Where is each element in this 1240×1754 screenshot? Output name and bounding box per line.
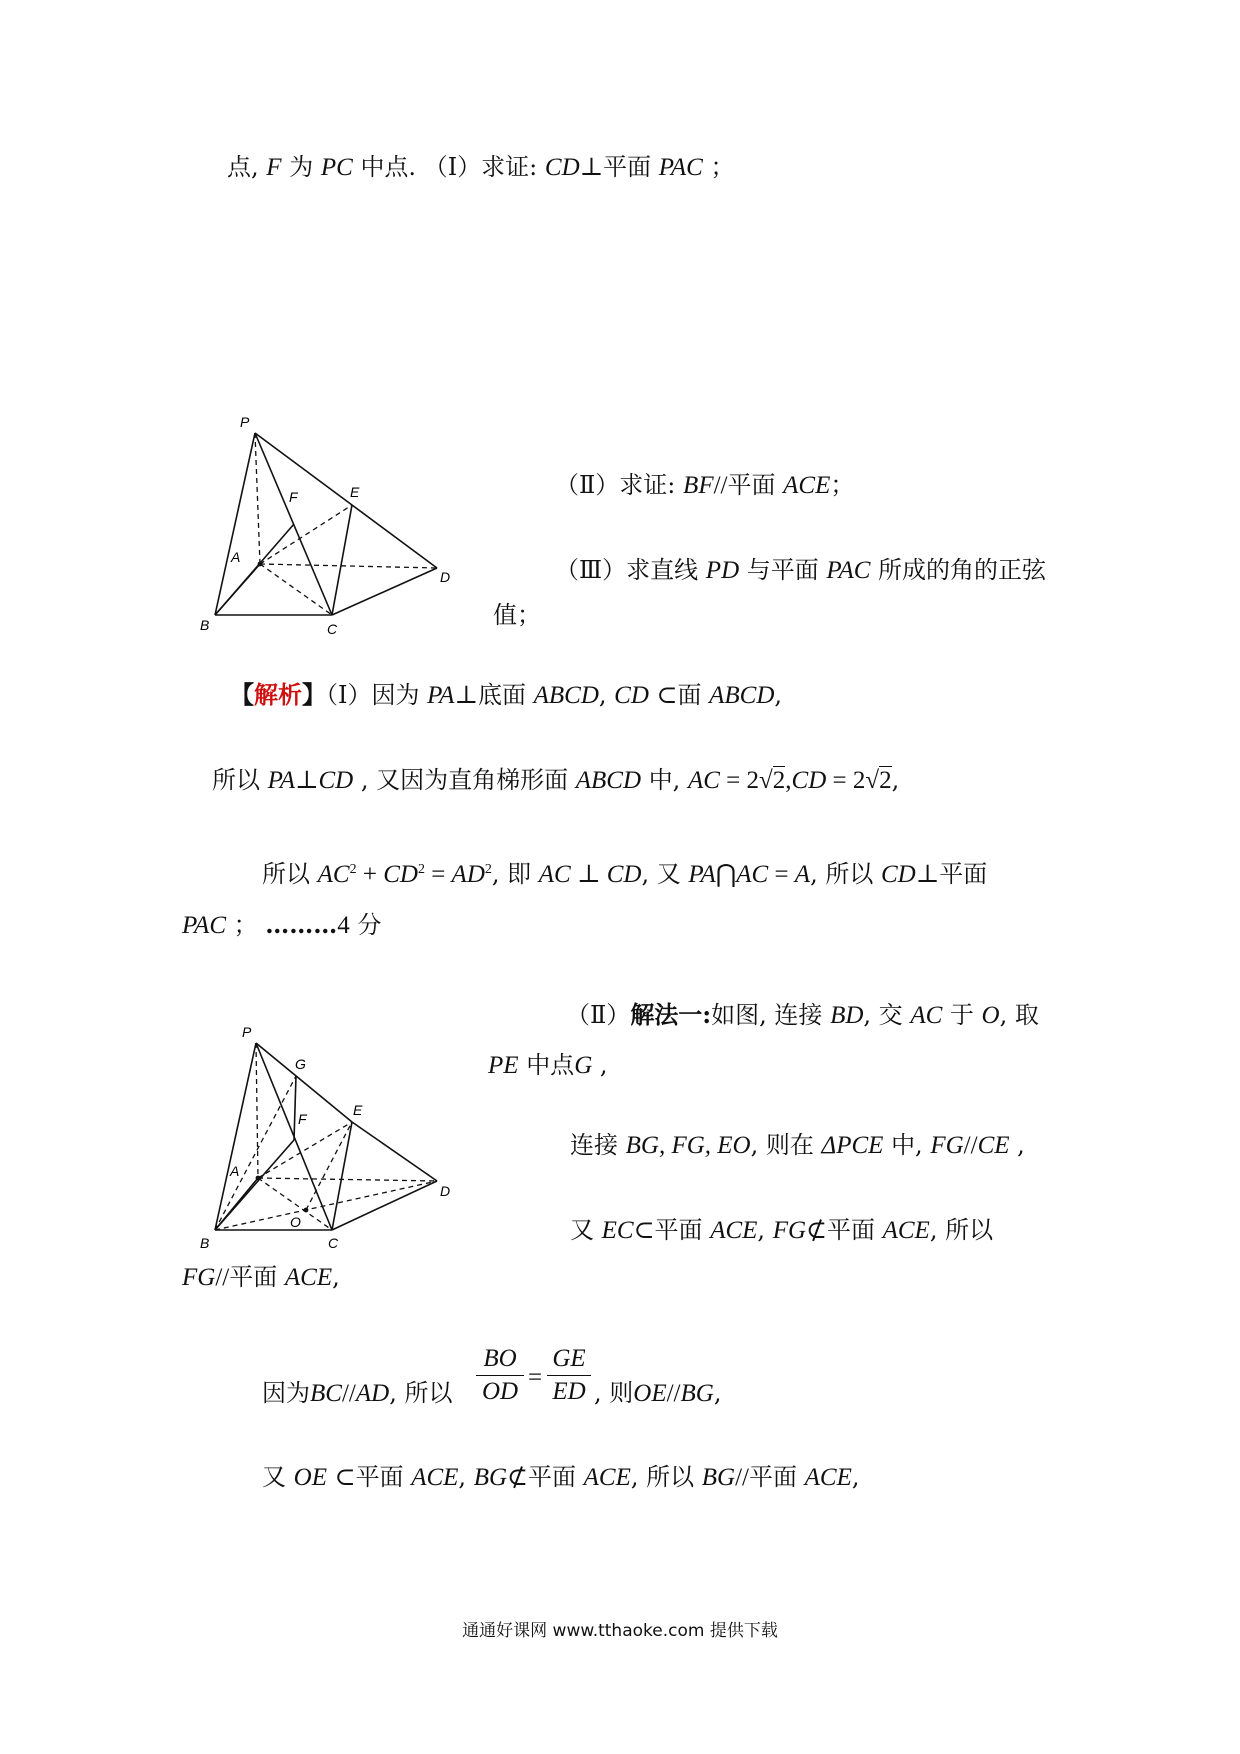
label-p: P: [242, 1024, 252, 1040]
edge-bf: [215, 1140, 294, 1230]
label-e: E: [350, 484, 360, 500]
page-footer: 通通好课网 www.tthaoke.com 提供下载: [462, 1621, 778, 1641]
label-b: B: [200, 1235, 210, 1251]
method-1-line-6a: 因为BC//AD, 所以: [262, 1379, 453, 1407]
solution-line-3: 所以 $AC^2 + CD^2 = AD^2$, 即 AC ⊥ CD, 又 PA⋂AC = A, 所以 CD⊥平面: [262, 860, 988, 888]
label-d: D: [440, 1183, 451, 1199]
question-2: （Ⅱ）求证: BF//平面 ACE；: [555, 471, 855, 499]
label-d: D: [440, 569, 451, 585]
label-o: O: [290, 1214, 301, 1230]
label-a: A: [230, 1163, 240, 1179]
edge-bf: [215, 524, 294, 615]
edge-cd: [332, 1181, 437, 1230]
edge-ad: [258, 1178, 437, 1181]
edge-pb: [215, 1043, 256, 1230]
label-a: A: [231, 549, 241, 565]
label-e: E: [353, 1102, 363, 1118]
point-a: [258, 562, 263, 567]
method-1-line-2: PE 中点G ,: [488, 1051, 608, 1079]
edge-pa: [256, 1043, 258, 1178]
point-a: [256, 1176, 261, 1181]
edge-ad: [260, 564, 437, 568]
edge-ce: [332, 1122, 352, 1230]
edge-bg: [215, 1076, 296, 1230]
label-b: B: [200, 617, 210, 633]
edge-cd: [332, 568, 437, 615]
label-f: F: [289, 489, 298, 505]
solution-line-1: 【解析】（Ⅰ）因为 PA⊥底面 ABCD, CD ⊂面 ABCD,: [230, 680, 783, 709]
edge-ed: [352, 1122, 437, 1181]
fraction-bo-od: BO OD: [476, 1345, 524, 1406]
solution-label: 解析: [254, 680, 302, 709]
fraction-ge-ed: GE ED: [547, 1345, 591, 1406]
edge-fg: [294, 1076, 296, 1140]
label-c: C: [327, 621, 338, 637]
method-1-line-1: （Ⅱ）解法一:如图, 连接 BD, 交 AC 于 O, 取: [566, 1000, 1039, 1029]
edge-pa: [255, 433, 260, 564]
solution-line-4: PAC ； ………4 分: [182, 910, 382, 939]
method-1-line-5: FG//平面 ACE,: [182, 1263, 340, 1291]
pyramid-figure-2: [190, 1025, 490, 1265]
question-3: （Ⅲ）求直线 PD 与平面 PAC 所成的角的正弦: [555, 556, 1047, 584]
label-p: P: [240, 414, 250, 430]
method-1-line-7: 又 OE ⊂平面 ACE, BG⊄平面 ACE, 所以 BG//平面 ACE,: [262, 1463, 860, 1491]
solution-line-2: 所以 PA⊥CD , 又因为直角梯形面 ABCD 中, AC = 2√2,CD = 2√2,: [212, 766, 900, 794]
label-c: C: [328, 1235, 339, 1251]
method-1-line-3: 连接 BG, FG, EO, 则在 ΔPCE 中, FG//CE ,: [570, 1131, 1025, 1159]
label-f: F: [298, 1111, 307, 1127]
method-1-line-4: 又 EC⊂平面 ACE, FG⊄平面 ACE, 所以: [570, 1216, 994, 1244]
edge-bd: [215, 1181, 437, 1230]
label-g: G: [295, 1056, 306, 1072]
problem-line-1: 点, F 为 PC 中点. （Ⅰ）求证: CD⊥平面 PAC ；: [227, 153, 735, 181]
question-3-cont: 值；: [493, 601, 541, 629]
pyramid-figure-1: [190, 405, 490, 635]
method-1-line-6b: , 则OE//BG,: [594, 1379, 722, 1407]
edge-pb: [215, 433, 255, 615]
fraction-equals: =: [528, 1364, 543, 1391]
edge-ed: [352, 505, 437, 568]
edge-ce: [332, 505, 352, 615]
point-o: [304, 1208, 309, 1213]
